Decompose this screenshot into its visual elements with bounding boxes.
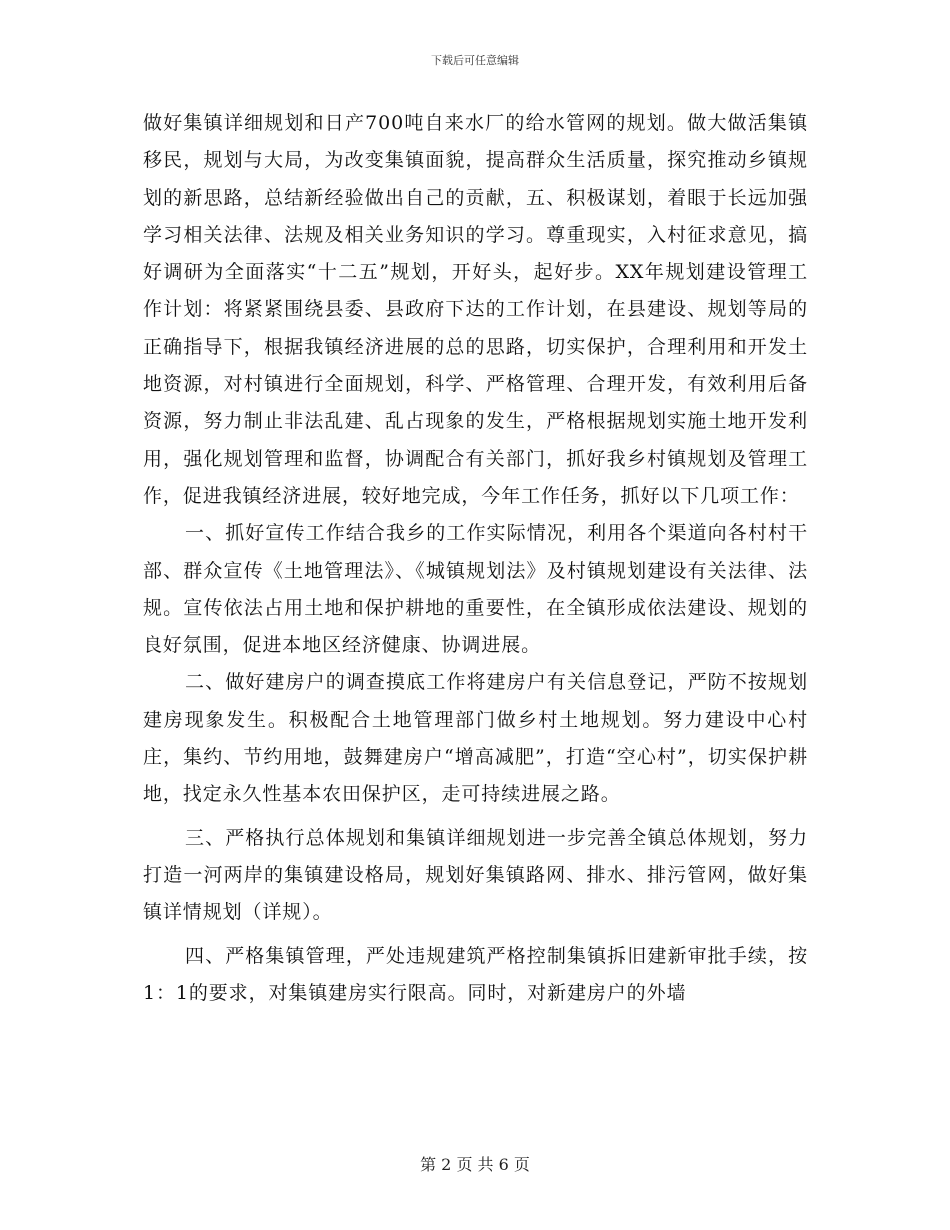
page-number: 第 2 页 共 6 页 [420, 1155, 530, 1174]
paragraph-item-3: 三、严格执行总体规划和集镇详细规划进一步完善全镇总体规划，努力打造一河两岸的集镇建设格局，规划好集镇路网、排水、排污管网，做好集镇详情规划（详规）。 [143, 826, 808, 924]
paragraph-item-1: 一、抓好宣传工作结合我乡的工作实际情况，利用各个渠道向各村村干部、群众宣传《土地管理法》、《城镇规划法》及村镇规划建设有关法律、法规。宣传依法占用土地和保护耕地的重要性，在全镇形成依法建设、规划的良好氛围，促进本地区经济健康、协调进展。 [143, 522, 808, 657]
paragraph-continuation: 做好集镇详细规划和日产700吨自来水厂的给水管网的规划。做大做活集镇移民，规划与大局，为改变集镇面貌，提高群众生活质量，探究推动乡镇规划的新思路，总结新经验做出自己的贡献，五、积极谋划，着眼于长远加强学习相关法律、法规及相关业务知识的学习。尊重现实，入村征求意见，搞好调研为全面落实“十二五”规划，开好头，起好步。XX年规划建设管理工作计划：将紧紧围绕县委、县政府下达的工作计划，在县建设、规划等局的正确指导下，根据我镇经济进展的总的思路，切实保护，合理利用和开发土地资源，对村镇进行全面规划，科学、严格管理、合理开发，有效利用后备资源，努力制止非法乱建、乱占现象的发生，严格根据规划实施土地开发利用，强化规划管理和监督，协调配合有关部门，抓好我乡村镇规划及管理工作，促进我镇经济进展，较好地完成，今年工作任务，抓好以下几项工作： [143, 112, 808, 507]
page-header-note: 下载后可任意编辑 [431, 54, 519, 67]
paragraph-item-2: 二、做好建房户的调查摸底工作将建房户有关信息登记，严防不按规划建房现象发生。积极配合土地管理部门做乡村土地规划。努力建设中心村庄，集约、节约用地，鼓舞建房户“增高减肥”，打造“空心村”，切实保护耕地，找定永久性基本农田保护区，走可持续进展之路。 [143, 671, 808, 806]
paragraph-item-4: 四、严格集镇管理，严处违规建筑严格控制集镇拆旧建新审批手续，按1：1的要求，对集镇建房实行限高。同时，对新建房户的外墙 [143, 944, 808, 1004]
document-body [143, 105, 808, 1012]
